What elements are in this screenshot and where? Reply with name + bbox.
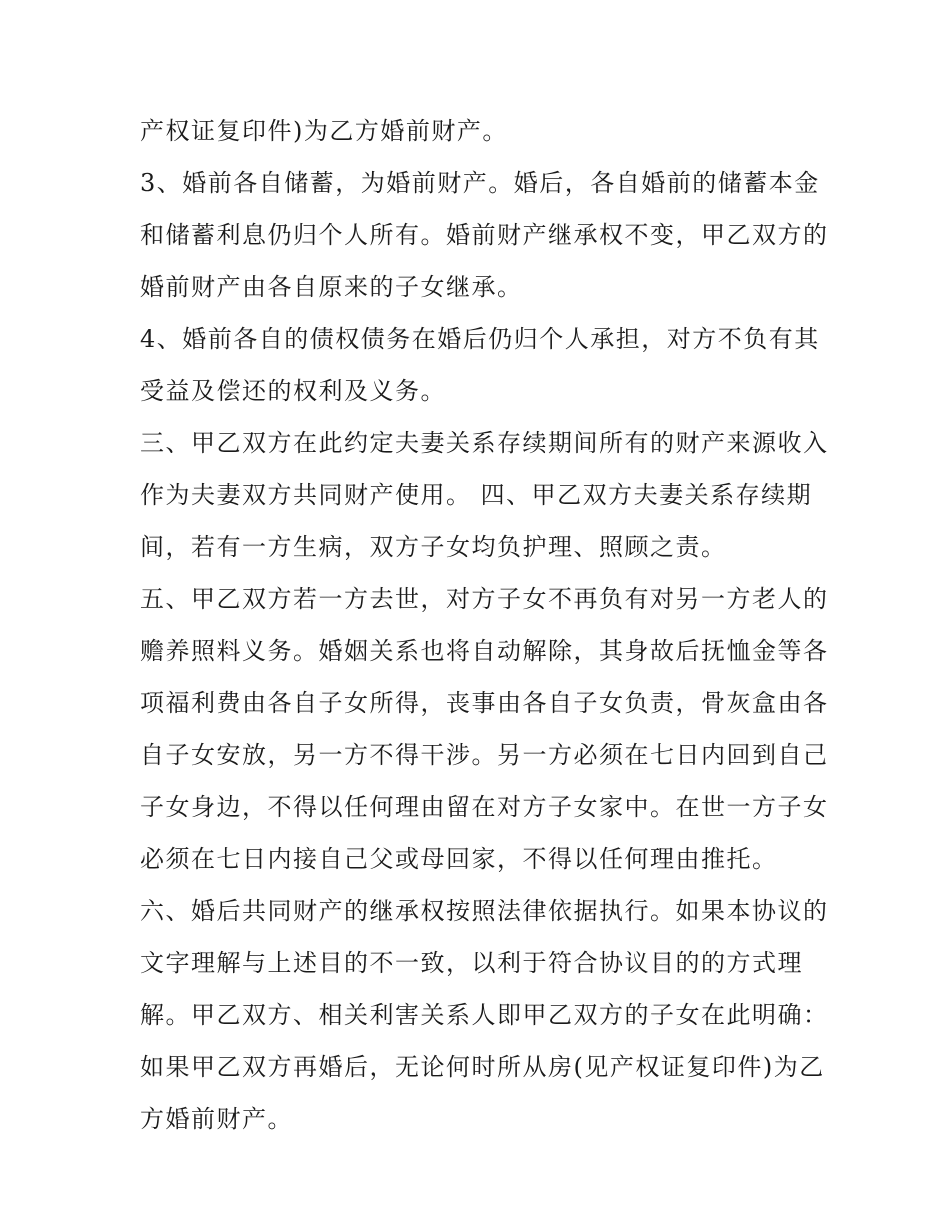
text-line: 项福利费由各自子女所得，丧事由各自子女负责，骨灰盒由各 — [140, 689, 829, 717]
text-line: 方婚前财产。 — [140, 1105, 293, 1133]
text-line: 作为夫妻双方共同财产使用。 四、甲乙双方夫妻关系存续期 — [140, 481, 813, 509]
text-line: 间，若有一方生病，双方子女均负护理、照顾之责。 — [140, 533, 727, 561]
text-line: 文字理解与上述目的不一致，以利于符合协议目的的方式理 — [140, 949, 803, 977]
text-line: 子女身边，不得以任何理由留在对方子女家中。在世一方子女 — [140, 793, 829, 821]
text-line: 和储蓄利息仍归个人所有。婚前财产继承权不变，甲乙双方的 — [140, 221, 829, 249]
text-line: 婚前财产由各自原来的子女继承。 — [140, 273, 523, 301]
text-line: 3、婚前各自储蓄，为婚前财产。婚后，各自婚前的储蓄本金 — [140, 169, 820, 197]
text-line: 4、婚前各自的债权债务在婚后仍归个人承担，对方不负有其 — [140, 325, 820, 353]
text-line: 产权证复印件)为乙方婚前财产。 — [140, 117, 508, 145]
document-body — [140, 105, 830, 1145]
text-line: 如果甲乙双方再婚后，无论何时所从房(见产权证复印件)为乙 — [140, 1053, 825, 1081]
text-line: 必须在七日内接自己父或母回家，不得以任何理由推托。 — [140, 845, 778, 873]
text-line: 解。甲乙双方、相关利害关系人即甲乙双方的子女在此明确： — [140, 1001, 829, 1029]
text-line: 自子女安放，另一方不得干涉。另一方必须在七日内回到自己 — [140, 741, 829, 769]
text-line: 受益及偿还的权利及义务。 — [140, 377, 446, 405]
text-line: 赡养照料义务。婚姻关系也将自动解除，其身故后抚恤金等各 — [140, 637, 829, 665]
text-line: 三、甲乙双方在此约定夫妻关系存续期间所有的财产来源收入 — [140, 429, 829, 457]
text-line: 六、婚后共同财产的继承权按照法律依据执行。如果本协议的 — [140, 897, 829, 925]
text-line: 五、甲乙双方若一方去世，对方子女不再负有对另一方老人的 — [140, 585, 829, 613]
